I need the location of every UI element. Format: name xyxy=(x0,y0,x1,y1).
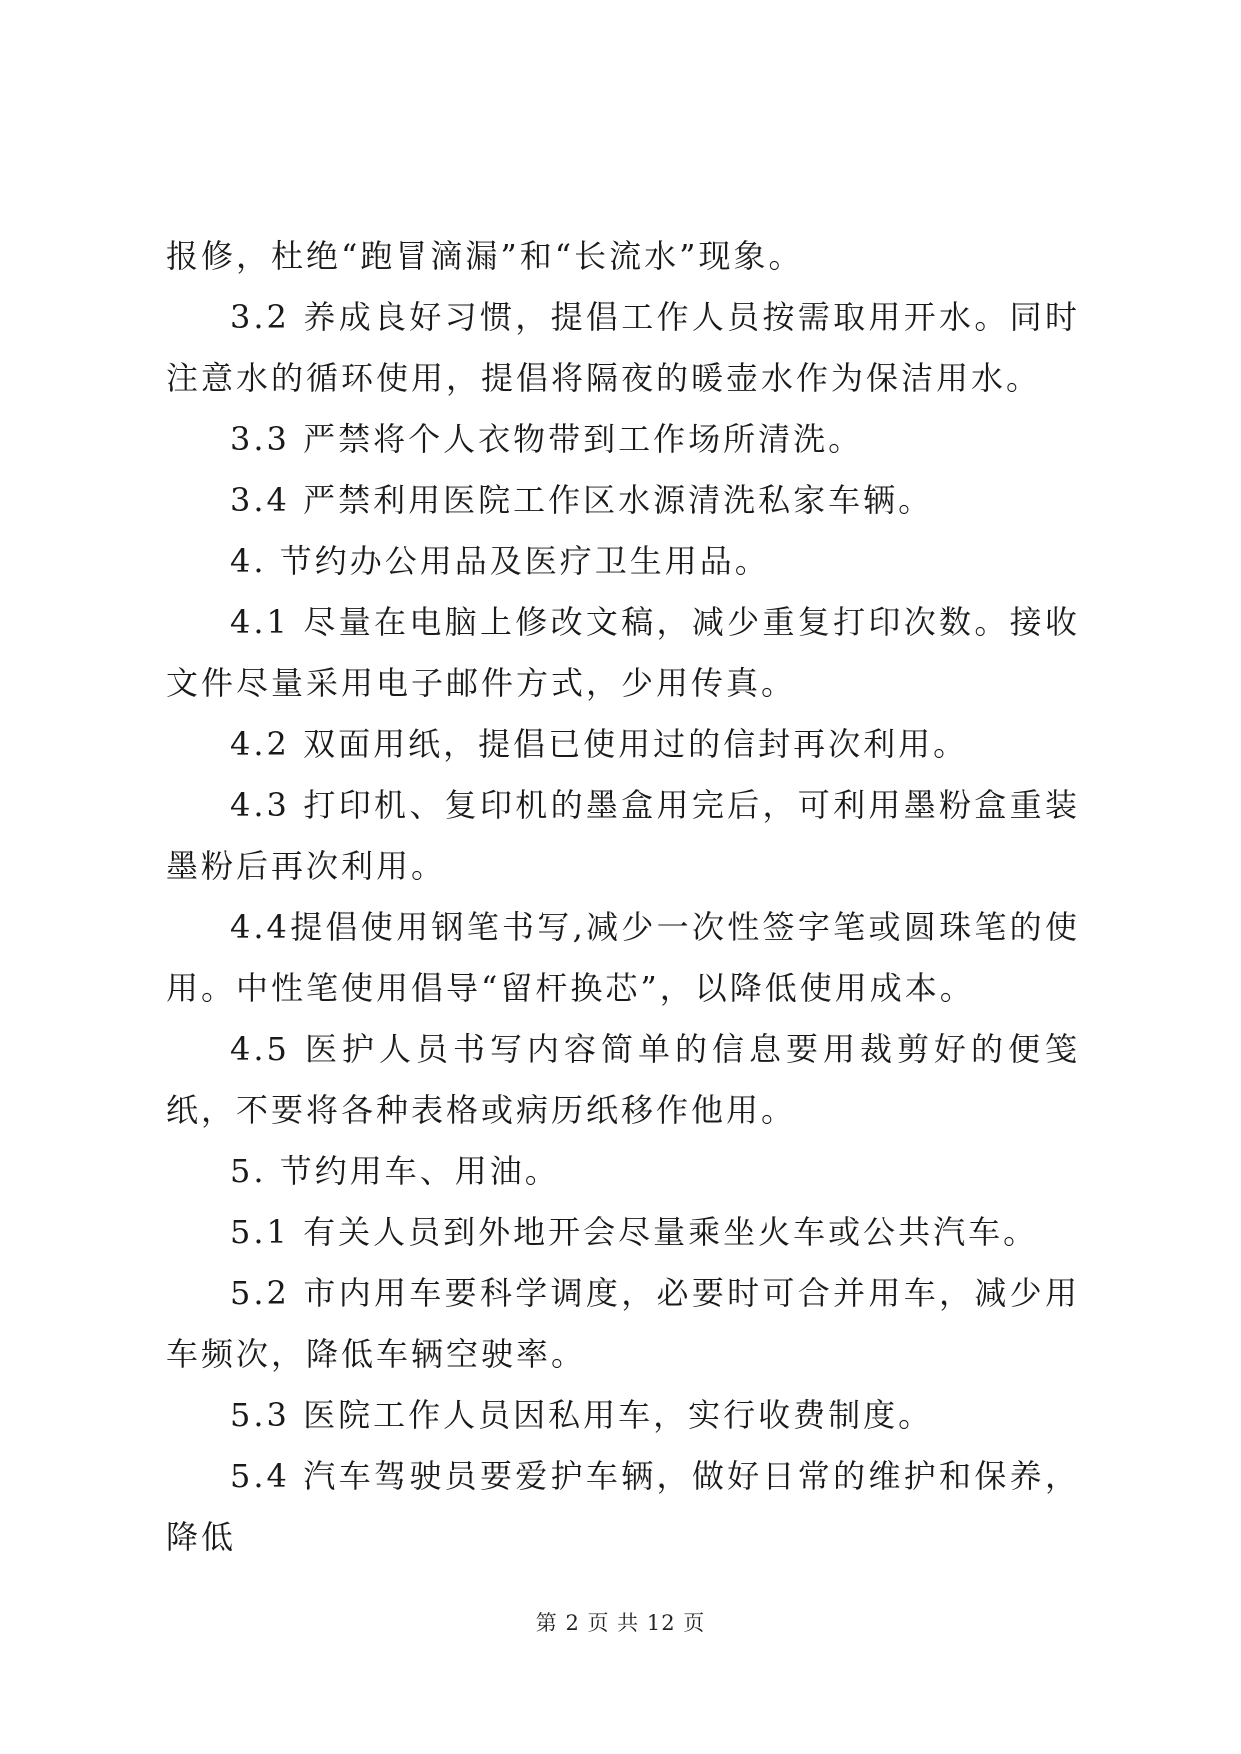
paragraph: 5.3 医院工作人员因私用车，实行收费制度。 xyxy=(230,1396,934,1434)
paragraph: 4.3 打印机、复印机的墨盒用完后，可利用墨粉盒重装墨粉后再次利用。 xyxy=(166,786,1080,885)
paragraph: 报修，杜绝“跑冒滴漏”和“长流水”现象。 xyxy=(166,237,804,275)
document-body xyxy=(166,226,1080,1568)
paragraph: 5.4 汽车驾驶员要爱护车辆，做好日常的维护和保养，降低 xyxy=(166,1457,1080,1556)
paragraph: 3.2 养成良好习惯，提倡工作人员按需取用开水。同时注意水的循环使用，提倡将隔夜的暖壶水作为保洁用水。 xyxy=(166,298,1080,397)
paragraph: 5.2 市内用车要科学调度，必要时可合并用车，减少用车频次，降低车辆空驶率。 xyxy=(166,1274,1080,1373)
paragraph: 3.3 严禁将个人衣物带到工作场所清洗。 xyxy=(230,420,864,458)
paragraph: 5.1 有关人员到外地开会尽量乘坐火车或公共汽车。 xyxy=(230,1213,1039,1251)
page-number-footer: 第 2 页 共 12 页 xyxy=(535,1611,706,1635)
paragraph: 4.5 医护人员书写内容简单的信息要用裁剪好的便笺纸，不要将各种表格或病历纸移作他用。 xyxy=(166,1030,1080,1129)
paragraph: 5. 节约用车、用油。 xyxy=(230,1152,560,1190)
paragraph: 4. 节约办公用品及医疗卫生用品。 xyxy=(230,542,770,580)
paragraph: 4.1 尽量在电脑上修改文稿，减少重复打印次数。接收文件尽量采用电子邮件方式，少用传真。 xyxy=(166,603,1080,702)
paragraph: 4.4提倡使用钢笔书写,减少一次性签字笔或圆珠笔的使用。中性笔使用倡导“留杆换芯”，以降低使用成本。 xyxy=(166,908,1080,1007)
paragraph: 3.4 严禁利用医院工作区水源清洗私家车辆。 xyxy=(230,481,934,519)
paragraph: 4.2 双面用纸，提倡已使用过的信封再次利用。 xyxy=(230,725,969,763)
